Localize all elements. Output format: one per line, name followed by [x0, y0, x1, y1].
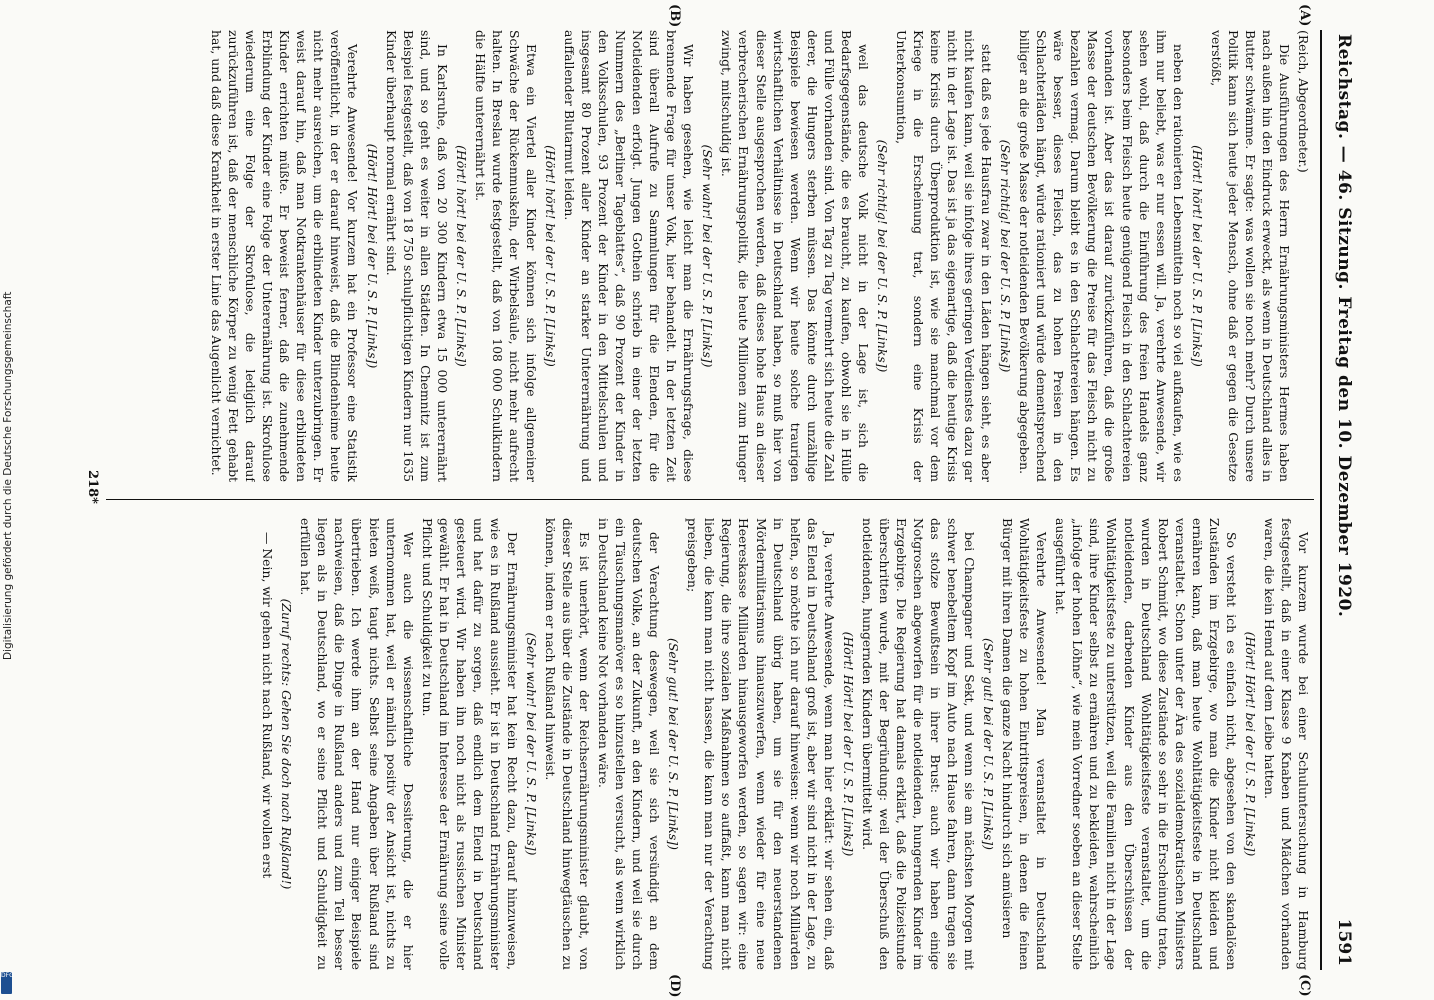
paragraph: Vor kurzem wurde bei einer Schuluntersuchung in Hamburg festgestellt, daß in einer Klasse 9 Knaben und Mädchen vorhanden waren, die kein Hemd auf dem Leibe hatten.: [1261, 518, 1311, 970]
margin-marker-c: (C): [1297, 974, 1312, 997]
interjection: (Hört! hört! bei der U. S. P. [Links]): [1189, 145, 1205, 367]
margin-marker-d: (D): [667, 974, 682, 998]
interjection: (Sehr wahr! bei der U. S. P. [Links]): [700, 144, 716, 368]
interjection: (Hört! Hört! bei der U. S. P. [Links]): [840, 631, 856, 857]
interjection: (Zuruf rechts: Gehen Sie doch nach Rußland!): [279, 598, 295, 890]
bottom-page-number: 218*: [85, 470, 100, 504]
paragraph: Es ist unerhört, wenn der Reichsernährungsminister glaubt, von dieser Stelle aus über die Zustände in Deutschland hinwegtäuschen zu können, indem er nach Rußland hinweist.: [542, 518, 593, 970]
interjection: (Hört! Hört! bei der U. S. P. [Links]): [1242, 631, 1258, 857]
paragraph: statt daß es jede Hausfrau zwar in den Läden hängen sieht, es aber nicht kaufen kann, weil sie infolge ihres geringen Verdienstes dazu gar nicht in der Lage ist. Das ist ja das eigenartige, daß die heutige Krisis keine Krisis durch Überproduktion ist, wie sie manchmal vor dem Kriege in die Erscheinung trat, sondern eine Krisis der Unterkonsumtion,: [893, 30, 995, 482]
header-title: Reichstag. — 46. Sitzung. Freitag den 10. Dezember 1920.: [1334, 34, 1354, 618]
margin-marker-b: (B): [667, 4, 682, 28]
paragraph: Wir haben gesehen, wie leicht man die Ernährungsfrage, diese brennende Frage für unser Volk, hier behandelt. In der letzten Zeit sind überall Aufrufe zu Sammlungen für die Elenden, für die Notleidenden erfolgt. Jungen Gothein schrieb in einer der letzten Nummern des „Berliner Tageblattes“, daß 90 Prozent der Kinder in den Volksschulen, 93 Prozent der Kinder in den Mittelschulen und insgesamt 80 Prozent aller Kinder an starker Unterernährung und auffallender Blutarmut leiden.: [562, 30, 697, 482]
header-page-number: 1591: [1334, 918, 1354, 966]
interjection: (Sehr gut! bei der U. S. P. [Links]): [666, 638, 682, 850]
paragraph: Etwa ein Viertel aller Kinder können sich infolge allgemeiner Schwäche der Rückenmuskeln, der Wirbelsäule, nicht mehr aufrecht halten. In Breslau wurde festgestellt, daß von 108 000 Schulkindern die Hälfte unterernährt ist.: [472, 30, 539, 482]
speaker-label: (Reich, Abgeordneter.): [1296, 30, 1311, 173]
paragraph: Wer auch die wissenschaftliche Dessiterung, die er hier unternommen hat, weil er nämlich positiv der Ansicht ist, nichts zu bieten weiß, taugt nichts. Selbst seine Angaben über Rußland sind übertrieben. Ich werde ihm an der Hand nur einiger Beispiele nachweisen, daß die Dinge in Rußland anders und zum Teil besser liegen als in Deutschland, wo er seine Pflicht und Schuldigkeit zu erfüllen hat.: [298, 518, 416, 970]
dfg-logo: DFG: [1, 972, 12, 994]
interjection: (Sehr wahr! bei der U. S. P. [Links]): [523, 632, 539, 856]
paragraph: neben den rationierten Lebensmitteln noch so viel aufkaufen, wie es ihm nur beliebt, was er nur essen will. Ja, verehrte Anwesende, wir sehen wohl, daß durch die Einführung des freien Handels ganz besonders beim Fleisch heute genügend Fleisch in den Schlachtereien vorhanden ist. Aber das ist darauf zurückzuführen, daß die große Masse der deutschen Bevölkerung die Preise für das Fleisch nicht zu bezahlen vermag. Darum bleibt es in den Schlachtereien hängen. Es wäre besser, dieses Fleisch, das zu hohen Preisen in den Schlachterläden hängt, würde rationiert und würde dementsprechend billiger an die große Masse der notleidenden Bevölkerung abgegeben.: [1017, 30, 1186, 482]
left-column: [107, 30, 1312, 482]
interjection: (Sehr richtig! bei der U. S. P. [Links]): [998, 139, 1014, 373]
paragraph: So versteht ich es einfach nicht, abgesehen von den skandalösen Zuständen im Erzgebirge, wo man die Kinder nicht kleiden und ernähren kann, daß man heute Wohltätigkeitsfeste in Deutschland veranstaltet. Schon unter der Ära des sozialdemokratischen Ministers Robert Schmidt, wo diese Zustände so sehr in die Erscheinung traten, wurden in Deutschland Wohltätigkeitsfeste veranstaltet, um die notleidenden, darbenden Kinder aus den Überschüssen der Wohltätigkeitsfeste zu unterstützen, weil die Familien nicht in der Lage sind, ihre Kinder selbst zu ernähren und zu bekleiden, wahrscheinlich „infolge der hohen Löhne“, wie mein Vorredner soeben an dieser Stelle ausgeführt hat.: [1053, 518, 1239, 970]
paragraph: Verehrte Anwesende! Man veranstaltet in Deutschland Wohltätigkeitsfeste zu hohen Eintrittspreisen, in denen die feinen Bürger mit ihren Damen die ganze Nacht hindurch sich amüsieren: [1000, 518, 1050, 970]
margin-marker-a: (A): [1297, 4, 1312, 27]
interjection: (Sehr gut! bei der U. S. P. [Links]): [981, 638, 997, 850]
digitization-credit: Digitalisierung gefördert durch die Deutsche Forschungsgemeinschaft: [2, 291, 14, 660]
interjection: (Hört! Hört! bei der U. S. P. [Links]): [364, 143, 380, 369]
newspaper-page: [72, 4, 1362, 998]
paragraph: Die Ausführungen des Herrn Ernährungsministers Hermes haben nach außen hin den Eindruck erweckt, als wenn in Deutschland alles in Butter schwämme. Er sagte: was wollen sie noch mehr? Durch unsere Politik kann sich heute jeder Mensch, ohne daß er gegen die Gesetze verstößt,: [1208, 30, 1292, 482]
paragraph: Verehrte Anwesende! Vor kurzem hat ein Professor eine Statistik veröffentlicht, in der er darauf hinweist, daß die Blindenheime heute nicht mehr ausreichen, um die erblindeten Kinder unterzubringen. Er weist darauf hin, daß man Notkrankenhäuser für diese erblindeten Kinder errichten müßte. Er beweist ferner, daß die zunehmende Erblindung der Kinder eine Folge der Unterernährung ist. Skrofulose wiederum eine Folge der Skrofulose, die lediglich darauf zurückzuführen ist, daß der menschliche Körper zu wenig Fett gehabt hat, und daß diese Krankheit in erster Linie das Augenlicht vernichtet.: [209, 30, 361, 482]
paragraph: In Karlsruhe, daß von 20 300 Kindern etwa 15 000 unterernährt sind, und so geht es weiter in allen Städten. In Chemnitz ist zum Beispiel festgestellt, daß von 18 750 schulpflichtigen Kindern nur 1635 Kinder überhaupt normal ernährt sind.: [383, 30, 450, 482]
paragraph: Der Ernährungsminister hat kein Recht dazu, darauf hinzuweisen, wie es in Rußland aussieht. Er ist in Deutschland Ernährungsminister und hat dafür zu sorgen, daß endlich dem Elend in Deutschland gesteuert wird. Wir haben ihn noch nicht als russischen Minister gewählt. Er hat in Deutschland im Interesse der Ernährung seine volle Pflicht und Schuldigkeit zu tun.: [419, 518, 520, 970]
paragraph: Ja, verehrte Anwesende, wenn man hier erklärt: wir sehen ein, daß das Elend in Deutschland groß ist, aber wir sind nicht in der Lage, zu helfen, so möchte ich nur darauf hinweisen: wenn wir noch Milliarden in Deutschland übrig haben, um sie für den neuerstandenen Mördermilitarismus hinauszuwerfen, wenn wieder für eine neue Heereskasse Milliarden hinausgeworfen werden, so sagen wir: eine Regierung, die ihre sozialen Maßnahmen so auffaßt, kann man nicht lieben, die kann man nicht hassen, die kann man nur der Verachtung preisgeben;: [685, 518, 837, 970]
column-divider: [106, 499, 1314, 500]
paragraph: weil das deutsche Volk nicht in der Lage ist, sich die Bedarfsgegenstände, die es braucht, zu kaufen, obwohl sie in Hülle und Fülle vorhanden sind. Von Tag zu Tag vermehrt sich heute die Zahl derer, die Hungers sterben müssen. Das könnte durch unzählige Beispiele bewiesen werden. Wenn wir heute solche traurigen wirtschaftlichen Verhältnisse in Deutschland haben, so muß hier von dieser Stelle ausgesprochen werden, daß dieses hohe Haus an dieser verbrecherischen Ernährungspolitik, die heute Millionen zum Hunger zwingt, mitschuldig ist.: [719, 30, 871, 482]
page-header: [1320, 30, 1362, 970]
interjection: (Hört! hört! bei der U. S. P. [Links]): [453, 145, 469, 367]
interjection: (Sehr richtig! bei der U. S. P. [Links]): [874, 139, 890, 373]
paragraph: der Verachtung deswegen, weil sie sich versündigt an dem deutschen Volke, an der Zukunft, an den Kindern, und weil sie durch ein Täuschungsmanöver es so hinzustellen versucht, als wenn wirklich in Deutschland keine Not vorhanden wäre.: [596, 518, 663, 970]
paragraph: bei Champagner und Sekt, und wenn sie am nächsten Morgen mit schwer benebeltem Kopf im Auto nach Hause fahren, dann tragen sie das stolze Bewußtsein in ihrer Brust: auch wir haben einige Notgroschen abgeworfen für die notleidenden, hungernden Kinder im Erzgebirge. Die Regierung hat damals erklärt, daß die Polizeistunde überschritten wurde, mit der Begründung: weil der Überschuß den notleidenden, hungernden Kindern übermittelt wird.: [859, 518, 978, 970]
paragraph: — Nein, wir gehen nicht nach Rußland, wir wollen erst: [260, 532, 276, 879]
interjection: (Hört! hört! bei der U. S. P. [Links]): [542, 145, 558, 367]
right-column: [107, 518, 1312, 970]
